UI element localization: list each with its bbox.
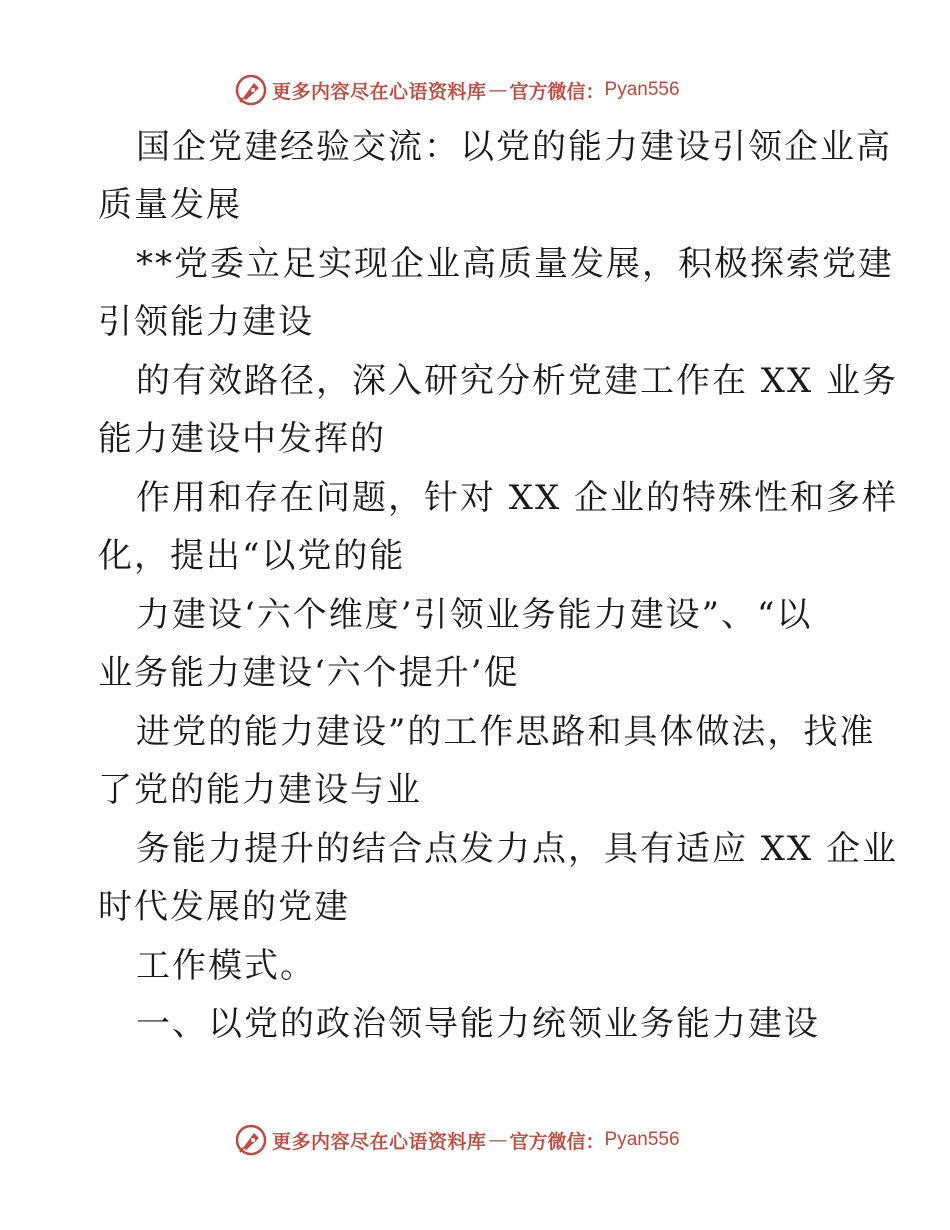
paragraph-line: 力建设‘六个维度’引领业务能力建设”、“以 <box>136 594 813 635</box>
pen-nib-logo-icon <box>234 73 268 107</box>
paragraph-line: 务能力提升的结合点发力点，具有适应 XX 企业 <box>136 828 899 869</box>
paragraph-line: **党委立足实现企业高质量发展，积极探索党建 <box>136 243 894 284</box>
pen-nib-logo-icon <box>234 1123 268 1157</box>
watermark-wechat-label: 官方微信： <box>509 1130 605 1153</box>
section-heading: 一、以党的政治领导能力统领业务能力建设 <box>136 1004 820 1044</box>
paragraph-line: 进党的能力建设”的工作思路和具体做法，找准 <box>136 711 876 752</box>
header-watermark <box>234 70 754 110</box>
title-line-1: 国企党建经验交流：以党的能力建设引领企业高 <box>136 127 892 167</box>
watermark-wechat-id: Pyan556 <box>604 1129 680 1150</box>
title-line-2: 质量发展 <box>98 185 242 225</box>
paragraph-line: 工作模式。 <box>136 945 316 986</box>
paragraph-line: 业务能力建设‘六个提升’促 <box>98 653 520 693</box>
paragraph-line: 了党的能力建设与业 <box>98 770 422 810</box>
watermark-wechat-label: 官方微信： <box>509 80 605 103</box>
paragraph-line: 时代发展的党建 <box>98 887 350 927</box>
document-body <box>98 118 899 1054</box>
watermark-separator: — <box>488 79 508 101</box>
watermark-separator: — <box>488 1129 508 1151</box>
paragraph-line: 化，提出“以党的能 <box>98 536 406 576</box>
footer-watermark <box>234 1120 754 1160</box>
watermark-wechat-id: Pyan556 <box>604 79 680 100</box>
paragraph-line: 引领能力建设 <box>98 302 314 342</box>
paragraph-line: 能力建设中发挥的 <box>98 419 386 459</box>
paragraph-line: 作用和存在问题，针对 XX 企业的特殊性和多样 <box>136 477 899 518</box>
paragraph-line: 的有效路径，深入研究分析党建工作在 XX 业务 <box>136 360 899 401</box>
watermark-text: 更多内容尽在心语资料库 <box>272 80 487 103</box>
watermark-text: 更多内容尽在心语资料库 <box>272 1130 487 1153</box>
